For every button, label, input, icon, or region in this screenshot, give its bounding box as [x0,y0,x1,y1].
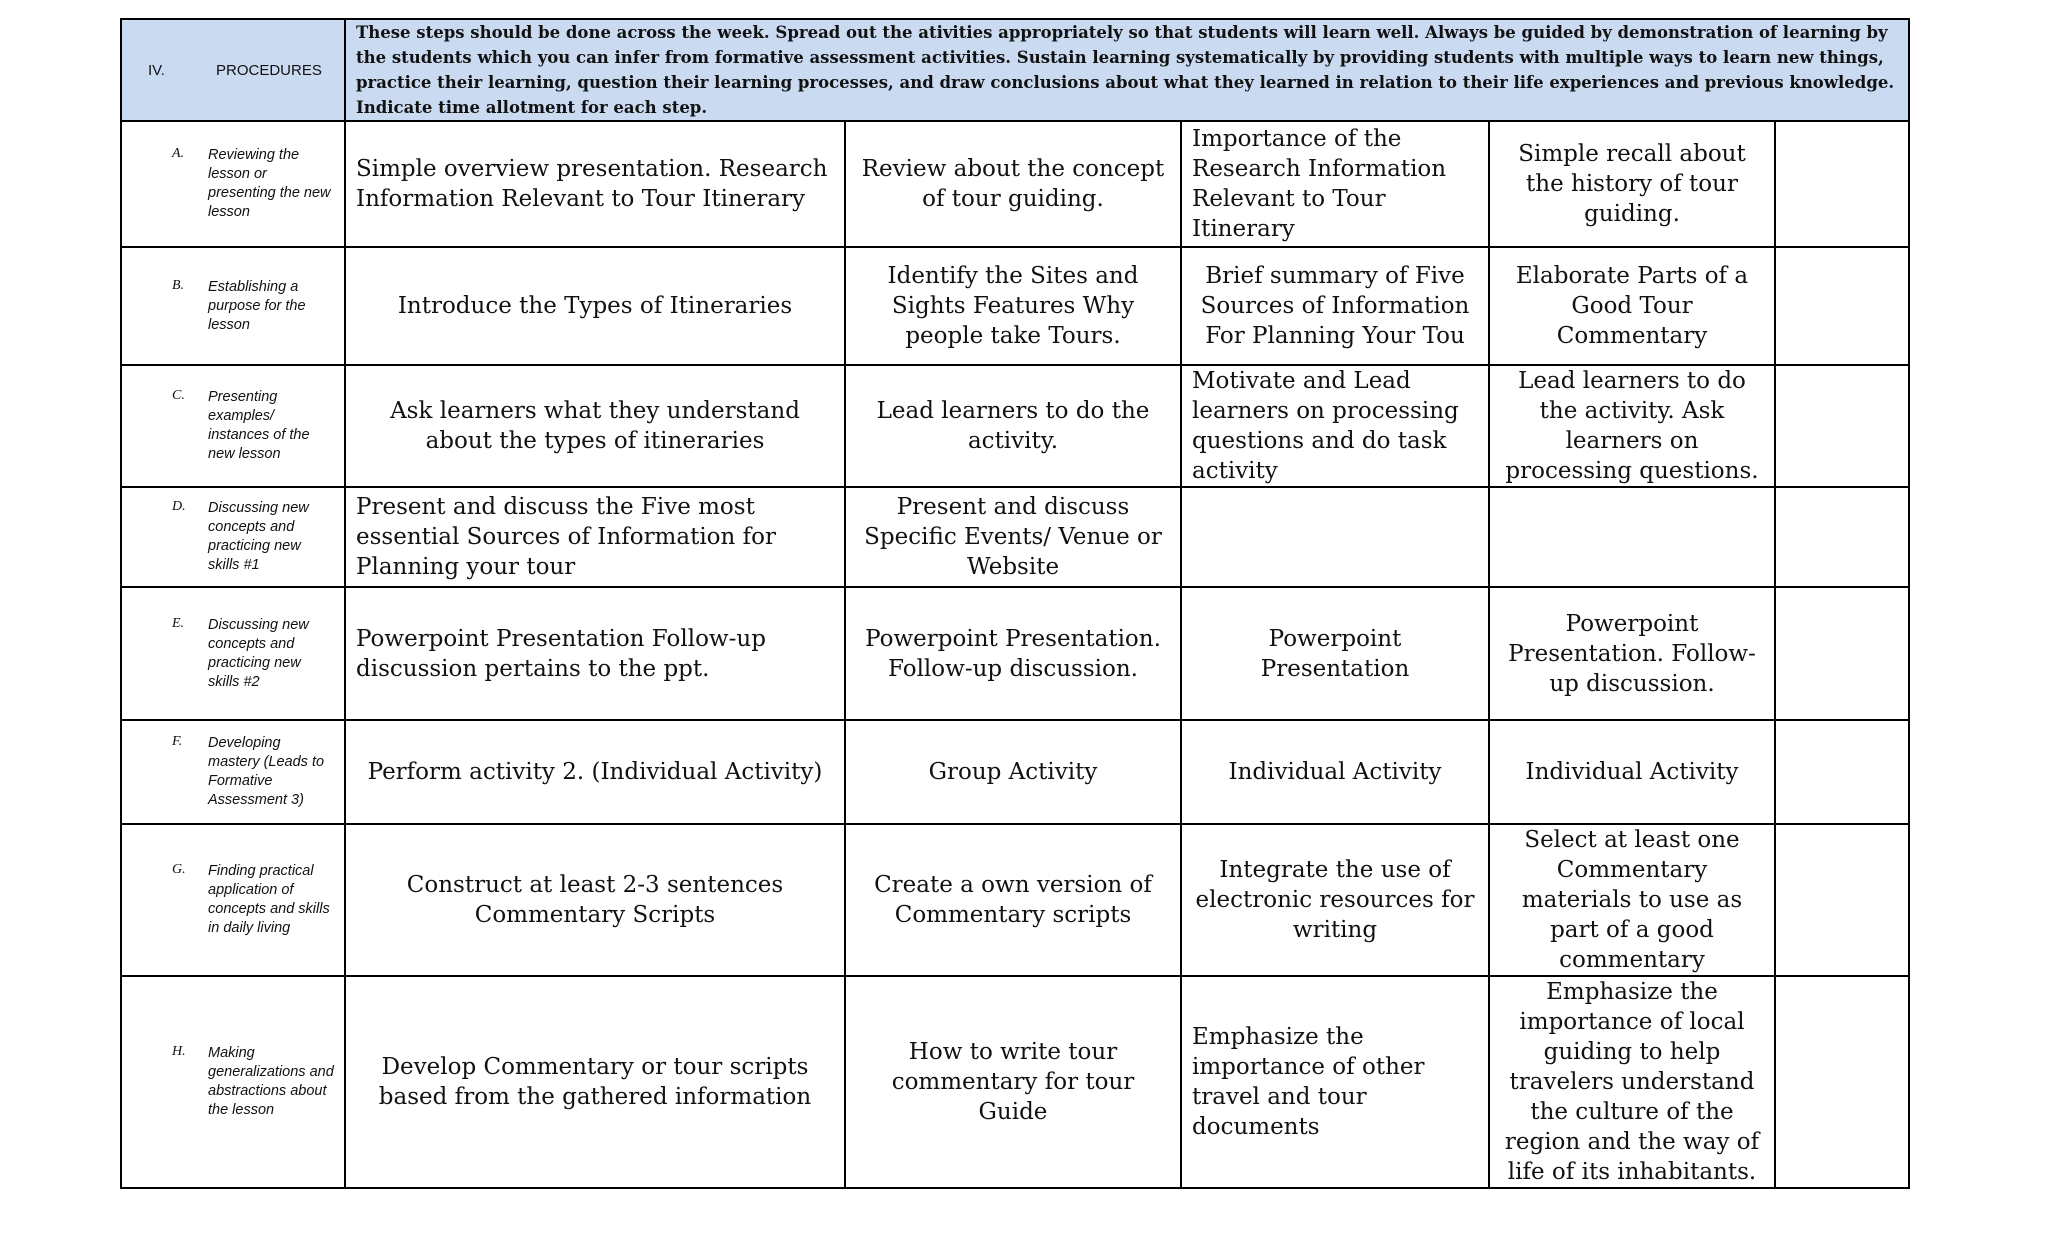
table-cell: Lead learners to do the activity. Ask learners on processing questions. [1489,365,1775,487]
table-row [121,487,1909,587]
table-cell [1775,247,1909,365]
table-cell: Develop Commentary or tour scripts based from the gathered information [345,976,845,1188]
procedure-label [121,487,345,587]
table-cell: Review about the concept of tour guiding. [845,121,1181,247]
procedure-text: Establishing a purpose for the lesson [208,278,306,333]
table-cell: How to write tour commentary for tour Guide [845,976,1181,1188]
table-cell: Emphasize the importance of other travel and tour documents [1181,976,1489,1188]
table-cell: Elaborate Parts of a Good Tour Commentary [1489,247,1775,365]
table-cell: Lead learners to do the activity. [845,365,1181,487]
table-cell [1775,121,1909,247]
table-cell: Importance of the Research Information Relevant to Tour Itinerary [1181,121,1489,247]
procedure-label [121,247,345,365]
table-cell: Group Activity [845,720,1181,824]
table-row [121,587,1909,720]
table-row [121,720,1909,824]
table-cell: Powerpoint Presentation Follow-up discussion pertains to the ppt. [345,587,845,720]
table-cell: Construct at least 2-3 sentences Commentary Scripts [345,824,845,976]
table-row [121,365,1909,487]
procedure-text: Presenting examples/ instances of the new lesson [208,389,310,462]
table-cell: Powerpoint Presentation [1181,587,1489,720]
table-row [121,976,1909,1188]
procedure-letter: B. [172,277,185,293]
table-cell: Simple overview presentation. Research Information Relevant to Tour Itinerary [345,121,845,247]
procedure-letter: H. [172,1044,186,1059]
table-cell: Integrate the use of electronic resources for writing [1181,824,1489,976]
table-cell: Individual Activity [1181,720,1489,824]
table-cell: Introduce the Types of Itineraries [345,247,845,365]
table-cell [1181,487,1489,587]
table-cell: Brief summary of Five Sources of Information For Planning Your Tou [1181,247,1489,365]
procedure-text: Discussing new concepts and practicing new skills #1 [208,500,309,573]
table-cell: Select at least one Commentary materials to use as part of a good commentary [1489,824,1775,976]
procedure-text: Discussing new concepts and practicing new skills #2 [208,616,309,690]
procedure-text: Reviewing the lesson or presenting the new lesson [208,147,331,220]
procedure-letter: A. [172,146,185,161]
table-header-row [121,19,1909,121]
table-cell [1775,976,1909,1188]
procedure-letter: F. [172,734,183,749]
table-cell: Simple recall about the history of tour guiding. [1489,121,1775,247]
table-cell: Powerpoint Presentation. Follow-up discussion. [1489,587,1775,720]
table-cell: Present and discuss Specific Events/ Venue or Website [845,487,1181,587]
procedure-letter: C. [172,388,185,403]
table-cell: Ask learners what they understand about the types of itineraries [345,365,845,487]
procedure-label [121,365,345,487]
table-cell: Powerpoint Presentation. Follow-up discussion. [845,587,1181,720]
procedures-table [120,18,1910,1189]
procedure-text: Finding practical application of concepts and skills in daily living [208,863,330,936]
table-cell: Create a own version of Commentary scripts [845,824,1181,976]
section-title: PROCEDURES [216,61,322,79]
table-cell: Individual Activity [1489,720,1775,824]
table-cell: Identify the Sites and Sights Features Why people take Tours. [845,247,1181,365]
procedure-letter: E. [172,615,185,631]
procedure-label [121,824,345,976]
table-cell [1489,487,1775,587]
table-cell [1775,487,1909,587]
table-row [121,247,1909,365]
table-cell: Motivate and Lead learners on processing questions and do task activity [1181,365,1489,487]
table-cell: Emphasize the importance of local guiding to help travelers understand the culture of the region and the way of life of its inhabitants. [1489,976,1775,1188]
section-number: IV. [148,61,165,79]
table-cell: Present and discuss the Five most essential Sources of Information for Planning your tour [345,487,845,587]
table-row [121,121,1909,247]
procedure-label [121,976,345,1188]
procedure-letter: D. [172,499,186,514]
table-cell [1775,824,1909,976]
procedures-heading [121,19,345,121]
procedure-text: Making generalizations and abstractions about the lesson [208,1045,334,1118]
procedure-label [121,587,345,720]
procedure-text: Developing mastery (Leads to Formative Assessment 3) [208,735,325,808]
procedure-label [121,720,345,824]
procedure-letter: G. [172,862,186,877]
table-cell [1775,587,1909,720]
procedures-instructions: These steps should be done across the week. Spread out the ativities appropriately so that students will learn well. Always be guided by demonstration of learning by the students which you can infer from formative assessment activities. Sustain learning systematically by providing students with multiple ways to learn new things, practice their learning, question their learning processes, and draw conclusions about what they learned in relation to their life experiences and previous knowledge. Indicate time allotment for each step. [345,19,1909,121]
table-cell [1775,365,1909,487]
procedure-label [121,121,345,247]
table-row [121,824,1909,976]
table-cell: Perform activity 2. (Individual Activity) [345,720,845,824]
table-cell [1775,720,1909,824]
